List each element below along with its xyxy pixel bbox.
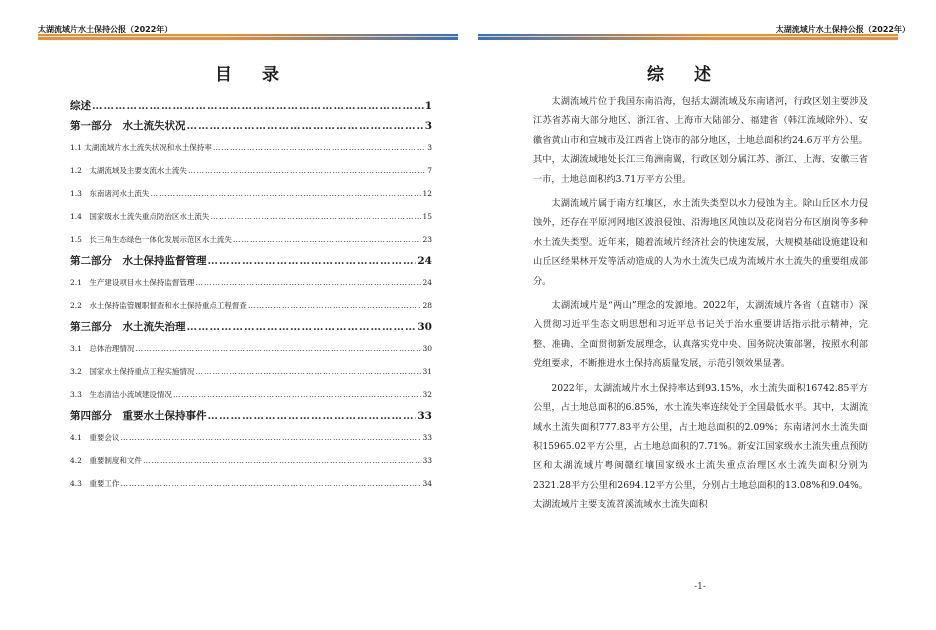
summary-body — [533, 92, 868, 520]
toc-entry-page: 31 — [422, 367, 432, 376]
summary-paragraph: 太湖流域片属于南方红壤区，水土流失类型以水力侵蚀为主。除山丘区水力侵蚀外，还存在平原河网地区波浪侵蚀、沿海地区风蚀以及花岗岩分布区崩岗等多种水土流失类型。近年来，随着流域片经济社会的快速发展，大规模基础设施建设和山丘区经果林开发等活动造成的人为水土流失已成为流域片水土流失的重要组成部分。 — [533, 198, 868, 287]
toc-leader-dots — [195, 360, 421, 383]
toc-entry-label: 3.3 生态清洁小流域建设情况 — [70, 390, 172, 399]
toc-entry-page: 33 — [422, 456, 432, 465]
toc-entry-label: 1.1 太湖流域片水土流失状况和水土保持率 — [70, 143, 212, 152]
page-number: -1- — [694, 582, 706, 592]
toc-entry-page: 12 — [422, 189, 432, 198]
header-right-title: 太湖流域片水土保持公报（2022年） — [775, 25, 910, 34]
toc-entry-page: 3 — [427, 143, 432, 152]
toc-entry-label: 2.1 生产建设项目水土保持监督管理 — [70, 278, 195, 287]
toc-leader-dots — [92, 96, 424, 116]
toc-section-entry[interactable] — [70, 96, 432, 116]
toc-entry-label: 第一部分 水土流失状况 — [70, 120, 186, 132]
toc-entry-label: 1.3 东南诸河水土流失 — [70, 189, 150, 198]
toc-list — [70, 96, 432, 495]
summary-paragraph: 太湖流域片是“两山”理念的发源地。2022年，太湖流域片各省（直辖市）深入贯彻习近平生态文明思想和习近平总书记关于治水重要讲话指示批示精神，完整、准确、全面贯彻新发展理念，认真落实党中央、国务院决策部署，按照水利部党组要求，不断推进水土保持高质量发展，示范引领效果显著。 — [533, 300, 868, 370]
toc-entry-page: 32 — [422, 390, 432, 399]
toc-entry-page: 24 — [422, 278, 432, 287]
toc-entry-label: 第二部分 水土保持监督管理 — [70, 255, 207, 267]
toc-subsection-entry[interactable] — [70, 472, 432, 495]
toc-section-entry[interactable] — [70, 317, 432, 337]
toc-entry-label: 3.1 总体治理情况 — [70, 344, 135, 353]
header-left-title: 太湖流域片水土保持公报（2022年） — [38, 25, 173, 34]
toc-entry-label: 第三部分 水土流失治理 — [70, 321, 186, 333]
toc-subsection-entry[interactable] — [70, 426, 432, 449]
toc-subsection-entry[interactable] — [70, 294, 432, 317]
toc-leader-dots — [248, 294, 422, 317]
toc-section-entry[interactable] — [70, 116, 432, 136]
toc-entry-label: 4.1 重要会议 — [70, 433, 120, 442]
toc-leader-dots — [208, 251, 417, 271]
page-header — [0, 0, 936, 42]
summary-title: 综 述 — [647, 65, 723, 85]
toc-section-entry[interactable] — [70, 251, 432, 271]
toc-entry-label: 4.2 重要制度和文件 — [70, 456, 142, 465]
toc-entry-page: 15 — [422, 212, 432, 221]
toc-entry-label: 1.5 长三角生态绿色一体化发展示范区水土流失 — [70, 235, 232, 244]
toc-subsection-entry[interactable] — [70, 228, 432, 251]
toc-entry-label: 综述 — [70, 100, 91, 112]
toc-leader-dots — [120, 472, 421, 495]
toc-leader-dots — [210, 205, 421, 228]
toc-subsection-entry[interactable] — [70, 205, 432, 228]
toc-leader-dots — [135, 337, 421, 360]
toc-subsection-entry[interactable] — [70, 337, 432, 360]
toc-leader-dots — [187, 116, 424, 136]
toc-entry-page: 3 — [424, 120, 432, 132]
toc-entry-label: 4.3 重要工作 — [70, 479, 120, 488]
toc-entry-page: 34 — [422, 479, 432, 488]
toc-entry-page: 33 — [422, 433, 432, 442]
toc-leader-dots — [213, 136, 426, 159]
toc-entry-page: 28 — [422, 301, 432, 310]
toc-leader-dots — [233, 228, 422, 251]
toc-entry-page: 30 — [422, 344, 432, 353]
toc-subsection-entry[interactable] — [70, 182, 432, 205]
toc-leader-dots — [120, 426, 421, 449]
toc-leader-dots — [173, 383, 422, 406]
toc-entry-page: 33 — [417, 410, 432, 422]
toc-entry-page: 1 — [424, 100, 432, 112]
toc-section-entry[interactable] — [70, 406, 432, 426]
toc-leader-dots — [187, 317, 417, 337]
summary-paragraph: 太湖流域片位于我国东南沿海，包括太湖流域及东南诸河，行政区划主要涉及江苏省苏南大部分地区、浙江省、上海市大陆部分、福建省（韩江流域除外）、安徽省黄山市和宣城市及江西省上饶市的部分地区，土地总面积约24.6万平方公里。其中，太湖流域地处长江三角洲南翼，行政区划分属江苏、浙江、上海、安徽三省一市，土地总面积约3.71万平方公里。 — [533, 96, 868, 185]
toc-subsection-entry[interactable] — [70, 271, 432, 294]
toc-leader-dots — [195, 271, 421, 294]
toc-entry-page: 24 — [417, 255, 432, 267]
toc-entry-label: 1.2 太湖流域及主要支流水土流失 — [70, 166, 187, 175]
toc-entry-page: 7 — [427, 166, 432, 175]
toc-entry-page: 30 — [417, 321, 432, 333]
toc-subsection-entry[interactable] — [70, 383, 432, 406]
toc-subsection-entry[interactable] — [70, 360, 432, 383]
toc-leader-dots — [150, 182, 421, 205]
toc-entry-label: 3.2 国家水土保持重点工程实施情况 — [70, 367, 195, 376]
toc-leader-dots — [188, 159, 426, 182]
toc-entry-label: 第四部分 重要水土保持事件 — [70, 410, 207, 422]
toc-subsection-entry[interactable] — [70, 136, 432, 159]
toc-entry-label: 1.4 国家级水土流失重点防治区水土流失 — [70, 212, 210, 221]
summary-paragraph: 2022年，太湖流域片水土保持率达到93.15%，水土流失面积16742.85平方公里，占土地总面积的6.85%，水土流失率连续处于全国最低水平。其中，太湖流域水土流失面积777.83平方公里，占土地总面积的2.09%；东南诸河水土流失面积15965.02平方公里，占土地总面积的7.71%。新安江国家级水土流失重点预防区和太湖流域片粤闽赣红壤国家级水土流失重点治理区水土流失面积分别为2321.28平方公里和2694.12平方公里，分别占土地总面积的13.08%和9.04%。太湖流域片主要支流苕溪流域水土流失面积 — [533, 382, 868, 511]
toc-entry-label: 2.2 水土保持监管履职督查和水土保持重点工程督查 — [70, 301, 247, 310]
toc-leader-dots — [143, 449, 422, 472]
header-left-band — [38, 34, 458, 40]
toc-leader-dots — [208, 406, 417, 426]
toc-title: 目 录 — [215, 65, 291, 85]
toc-entry-page: 23 — [422, 235, 432, 244]
toc-subsection-entry[interactable] — [70, 159, 432, 182]
toc-subsection-entry[interactable] — [70, 449, 432, 472]
